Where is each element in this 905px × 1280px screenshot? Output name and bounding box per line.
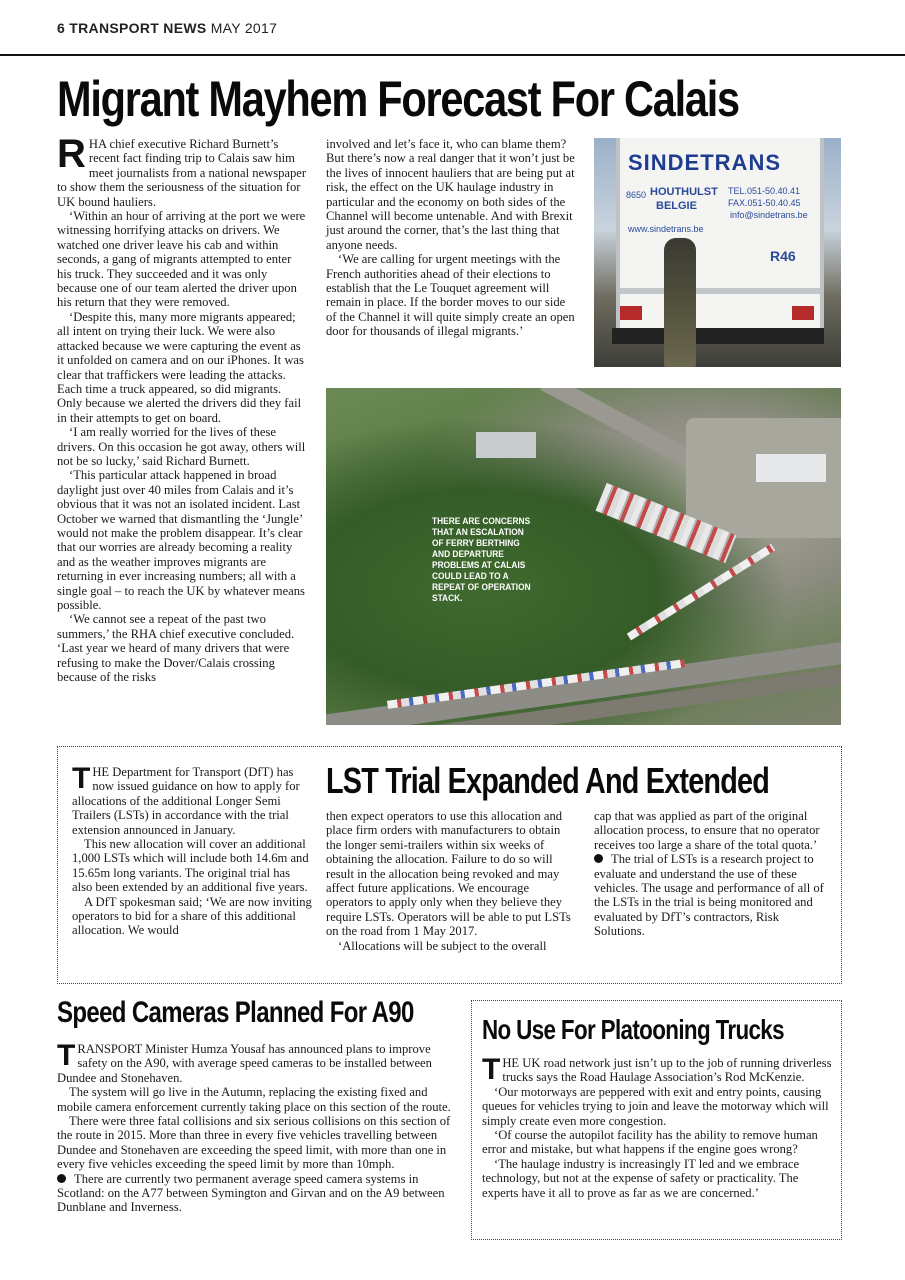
body-paragraph: RANSPORT Minister Humza Yousaf has announced plans to improve safety on the A90, with average speed cameras to be installed between Dundee and Stonehaven. — [57, 1042, 432, 1085]
body-paragraph: ‘I am really worried for the lives of these drivers. On this occasion he got away, others will not be so lucky,’ said Richard Burnett. — [57, 425, 306, 468]
drop-cap: R — [57, 132, 86, 176]
lst-column-1 — [72, 762, 312, 938]
warehouse — [476, 432, 536, 458]
main-story-column-1 — [57, 132, 307, 685]
speed-story-body — [57, 1039, 457, 1215]
photo-caption: THERE ARE CONCERNS THAT AN ESCALATION OF FERRY BERTHING AND DEPARTURE PROBLEMS AT CALAIS COULD LEAD TO A REPEAT OF OPERATION STACK. — [432, 516, 531, 604]
speed-headline: Speed Cameras Planned For A90 — [57, 996, 414, 1029]
issue-date: MAY 2017 — [210, 20, 278, 36]
body-paragraph: HE Department for Transport (DfT) has now issued guidance on how to apply for allocations of the additional Longer Semi Trailers (LSTs) in accordance with the trial extension announced in January. — [72, 765, 300, 837]
truck-photo — [594, 138, 841, 367]
body-paragraph: cap that was applied as part of the original allocation process, to ensure that no operator receives too large a share of the total quota.’ — [594, 809, 820, 852]
trailer-tel: TEL.051-50.40.41 — [728, 186, 801, 196]
body-paragraph: This new allocation will cover an additional 1,000 LSTs which will include both 14.6m and 15.65m long variants. The original trial has also been extended by an additional five years. — [72, 837, 309, 895]
body-paragraph: ‘Despite this, many more migrants appeared; all intent on trying their luck. We were also attacked because we were capturing the event as it unfolded on camera and on our iPhones. It was clear that traffickers were leading the attacks. Each time a truck appeared, so did migrants. Only because we alerted the drivers did they fail in their attempts to get on board. — [57, 309, 304, 425]
body-paragraph: ‘Of course the autopilot facility has the ability to remove human error and mistake, but what happens if the engine goes wrong? — [482, 1128, 818, 1157]
tail-light — [792, 306, 814, 320]
bullet-icon — [57, 1174, 66, 1183]
body-paragraph: There were three fatal collisions and six serious collisions on this section of the route in 2015. More than three in every five vehicles travelling between Dundee and Stonehaven are exceeding the speed limit, with more than one in every five vehicles exceeding the speed limit by more than 10mph. — [57, 1114, 451, 1172]
trailer-web: www.sindetrans.be — [628, 224, 704, 234]
body-paragraph: ‘We cannot see a repeat of the past two summers,’ the RHA chief executive concluded. ‘Last year we heard of many drivers that were refusing to make the Dover/Calais crossing because of the risks — [57, 612, 295, 685]
platoon-story-body — [482, 1053, 832, 1200]
truck-bumper — [612, 328, 824, 344]
bullet-icon — [594, 854, 603, 863]
aerial-photo — [326, 388, 841, 725]
main-headline: Migrant Mayhem Forecast For Calais — [57, 71, 739, 127]
trailer-fax: FAX.051-50.40.45 — [728, 198, 801, 208]
page-folio — [57, 20, 277, 36]
header-rule — [0, 54, 905, 56]
tail-light — [620, 306, 642, 320]
lst-column-2 — [326, 809, 578, 953]
trailer-rear — [616, 138, 824, 328]
trailer-brand: SINDETRANS — [628, 150, 782, 175]
body-paragraph: HA chief executive Richard Burnett’s recent fact finding trip to Calais saw him meet journalists from a national newspaper to show them the seriousness of the situation for UK bound hauliers. — [57, 137, 307, 209]
lst-headline: LST Trial Expanded And Extended — [326, 760, 770, 801]
trailer-country: BELGIE — [656, 200, 697, 212]
trailer-town: HOUTHULST — [650, 186, 718, 198]
drop-cap: T — [57, 1039, 76, 1072]
body-paragraph: ‘This particular attack happened in broad daylight just over 40 miles from Calais and it’s obvious that it was not an isolated incident. Last October we warned that dismantling the ‘Jungle’ would not make the problem disappear. It’s clear that our worries are already becoming a reality and as the weather improves migrants are returning in ever increasing numbers; all with a single goal – to reach the UK by whatever means possible. — [57, 468, 305, 612]
body-paragraph: then expect operators to use this allocation and place firm orders with manufacturers to obtain the longer semi-trailers within six weeks of obtaining the allocation. Failure to do so will result in the allocation being revoked and may affect future applications. We encourage operators to apply only when they believe they require LSTs. Operators will be able to put LSTs on the road from 1 May 2017. — [326, 809, 571, 939]
body-paragraph: There are currently two permanent average speed camera systems in Scotland: on the A77 between Symington and Girvan and on the A9 between Dunblane and Inverness. — [57, 1171, 445, 1215]
trailer-code: 8650 — [626, 190, 647, 200]
body-paragraph: ‘Within an hour of arriving at the port we were witnessing horrifying attacks on drivers. We watched one driver leave his cab and within seconds, a gang of migrants attempted to enter his truck. They succeeded and it was only because one of our team alerted the driver upon his return that they were removed. — [57, 209, 306, 310]
truck-queue — [627, 544, 775, 641]
body-paragraph: A DfT spokesman said; ‘We are now inviting operators to bid for a share of this additional allocation. We would — [72, 894, 312, 938]
body-paragraph: ‘The haulage industry is increasingly IT led and we embrace technology, but not at the expense of safety or practicality. The experts have it all to prove as far as we are concerned.’ — [482, 1156, 800, 1200]
trailer-unit: R46 — [770, 248, 796, 264]
lst-column-3 — [594, 809, 830, 939]
migrant-figure — [664, 238, 696, 367]
trailer-email: info@sindetrans.be — [730, 210, 808, 220]
body-paragraph: HE UK road network just isn’t up to the job of running driverless trucks says the Road Haulage Association’s Rod McKenzie. — [502, 1056, 832, 1085]
body-paragraph: ‘Allocations will be subject to the overall — [338, 938, 547, 953]
body-paragraph: The trial of LSTs is a research project to evaluate and understand the use of these vehicles. The usage and performance of all of the LSTs in the trial is being monitored and evaluated by DfT’s contractors, Risk Solutions. — [594, 852, 824, 939]
page-number: 6 — [57, 20, 66, 36]
main-story-column-2 — [326, 137, 578, 339]
drop-cap: T — [482, 1053, 501, 1086]
body-paragraph: involved and let’s face it, who can blame them? But there’s now a real danger that it won’t just be the lives of innocent hauliers that are being put at risk, the effect on the UK haulage industry in particular and the economy on both sides of the Channel will become untenable. And with Brexit just around the corner, that’s the last thing that anyone needs. — [326, 137, 575, 252]
platoon-headline: No Use For Platooning Trucks — [482, 1014, 784, 1045]
body-paragraph: ‘We are calling for urgent meetings with the French authorities ahead of their elections to establish that the Le Touquet agreement will remain in place. If the border moves to our side of the Channel it will quite simply create an open door for thousands of illegal migrants.’ — [326, 252, 575, 339]
body-paragraph: ‘Our motorways are peppered with exit and entry points, causing queues for vehicles trying to join and leave the motorway which will simply create even more congestion. — [482, 1084, 829, 1128]
body-paragraph: The system will go live in the Autumn, replacing the existing fixed and mobile camera enforcement currently taking place on this section of the route. — [57, 1085, 451, 1114]
drop-cap: T — [72, 762, 91, 795]
section-name: TRANSPORT NEWS — [69, 20, 207, 36]
terminal-building — [756, 454, 826, 482]
